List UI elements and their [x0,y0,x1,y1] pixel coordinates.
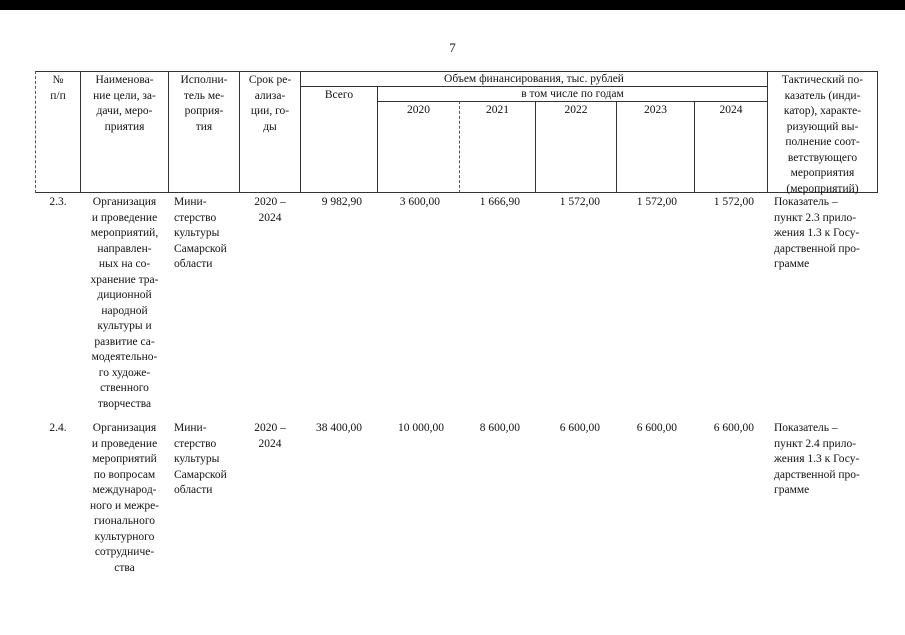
row-value-2021: 1 666,90 [479,196,520,208]
header-funding: Объем финансирования, тыс. рублей [444,73,624,85]
row-indicator: Показатель – пункт 2.3 прило- жения 1.3 к Госу- дарственной про- грамме [774,196,860,270]
row-value-2023: 1 572,00 [636,196,677,208]
row-total: 38 400,00 [316,422,362,434]
header-year-2023: 2023 [644,104,667,116]
header-bottom-border [35,192,878,193]
row-term: 2020 – 2024 [254,196,286,224]
row-executor: Мини- стерство культуры Самарской области [174,196,227,270]
row-value-2024: 1 572,00 [713,196,754,208]
header-year-2024: 2024 [719,104,743,116]
header-total: Всего [324,89,354,101]
row-num: 2.4. [49,422,67,434]
header-name: Наименова- ние цели, за- дачи, меро- приятия [93,74,156,133]
row-value-2023: 6 600,00 [636,422,677,434]
row-value-2021: 8 600,00 [479,422,520,434]
row-value-2022: 6 600,00 [559,422,600,434]
page-number: 7 [449,40,456,55]
header-executor: Исполни- тель ме- роприя- тия [180,74,228,133]
row-name: Организация и проведение мероприятий, направлен- ных на со- хранение тра- диционной народной культуры и развитие са- модеятельно- го художе- ственного творчества [90,196,159,410]
row-value-2020: 10 000,00 [398,422,444,434]
row-num: 2.3. [49,196,67,208]
table-right-border [877,71,878,193]
scan-top-border [0,0,905,10]
row-value-2020: 3 600,00 [399,196,440,208]
header-year-2022: 2022 [564,104,588,116]
header-num: № п/п [50,74,66,102]
header-by-years: в том числе по годам [521,88,624,100]
row-value-2022: 1 572,00 [559,196,600,208]
row-term: 2020 – 2024 [254,422,286,450]
header-year-2021: 2021 [486,104,509,116]
row-indicator: Показатель – пункт 2.4 прило- жения 1.3 к Госу- дарственной про- грамме [774,422,860,496]
header-year-2020: 2020 [407,104,430,116]
row-executor: Мини- стерство культуры Самарской области [174,422,227,496]
header-term: Срок ре- ализа- ции, го- ды [248,74,292,133]
row-name: Организация и проведение мероприятий по вопросам международ- ного и межре- гионального культурного сотрудниче- ства [90,422,159,574]
row-value-2024: 6 600,00 [713,422,754,434]
header-indicator: Тактический по- казатель (инди- катор), характе- ризующий вы- полнение соот- ветствующего мероприятия (мероприятий) [781,74,864,195]
row-total: 9 982,90 [321,196,362,208]
